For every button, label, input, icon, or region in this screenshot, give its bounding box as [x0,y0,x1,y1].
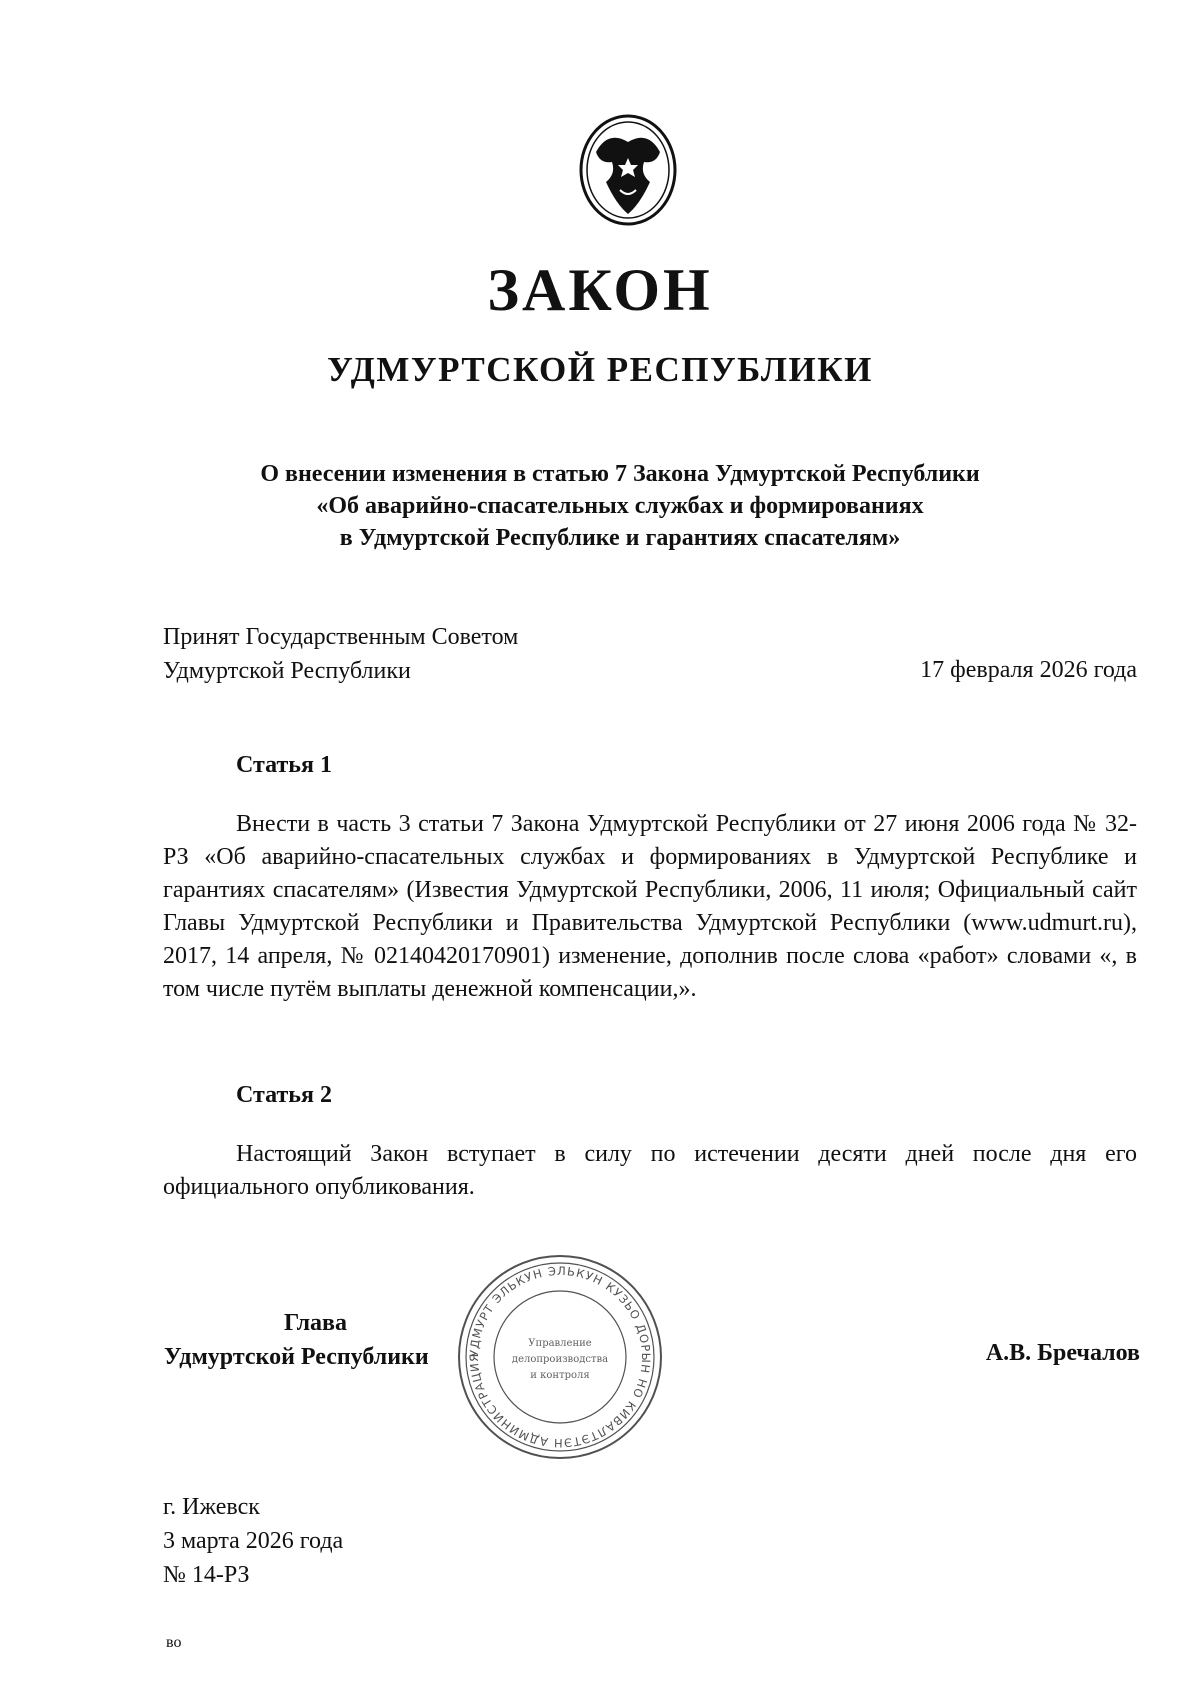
stamp-center-line: и контроля [530,1370,590,1381]
article-1-text: Внести в часть 3 статьи 7 Закона Удмуртской Республики от 27 июня 2006 года № 32-РЗ «Об аварийно-спасательных службах и формированиях в Удмуртской Республике и гарантиях спасателям» (Известия Удмуртской Республики, 2006, 11 июля; Официальный сайт Главы Удмуртской Республики и Правительства Удмуртской Республики (www.udmurt.ru), 2017, 14 апреля, № 02140420170901) изменение, дополнив после слова «работ» словами «, в том числе путём выплаты денежной компенсации,». [163,811,1137,1002]
adopted-line: Удмуртской Республики [163,658,411,684]
law-title: ЗАКОН [487,257,713,323]
footer-code: во [166,1634,182,1651]
stamp-center-line: делопроизводства [511,1354,609,1365]
article-2-title: Статья 2 [236,1082,332,1108]
article-2-text: Настоящий Закон вступает в силу по истечении десяти дней после дня его официального опубликования. [163,1141,1137,1200]
adopted-date: 17 февраля 2026 года [920,657,1137,683]
article-1-title: Статья 1 [236,752,332,778]
signatory-role-line: Глава [284,1310,347,1336]
stamp-center-line: Управление [528,1338,592,1349]
adopted-line: Принят Государственным Советом [163,624,519,650]
adopted-by [163,620,518,688]
law-number: № 14-РЗ [163,1562,250,1588]
law-heading [150,458,1090,554]
heading-line: в Удмуртской Республике и гарантиях спасателям» [339,525,901,551]
signing-details [163,1490,343,1592]
signing-place: г. Ижевск [163,1494,260,1520]
signatory-role-line: Удмуртской Республики [164,1344,429,1370]
heading-line: О внесении изменения в статью 7 Закона Удмуртской Республики [260,461,980,487]
law-subtitle: УДМУРТСКОЙ РЕСПУБЛИКИ [327,350,873,389]
signatory-role [164,1306,429,1374]
udmurt-emblem-icon [578,112,678,232]
heading-line: «Об аварийно-спасательных службах и формированиях [316,493,924,519]
signing-date: 3 марта 2026 года [163,1528,344,1554]
signatory-name: А.В. Бречалов [985,1340,1140,1366]
stamp-ring-text: УДМУРТ ЭЛЬКУН ЭЛЬКУН КУЗЬО ДОРЫН НО КИВАЛТЭТЭН АДМИНИСТРАЦИЯ [466,1263,654,1451]
official-stamp [455,1252,665,1462]
